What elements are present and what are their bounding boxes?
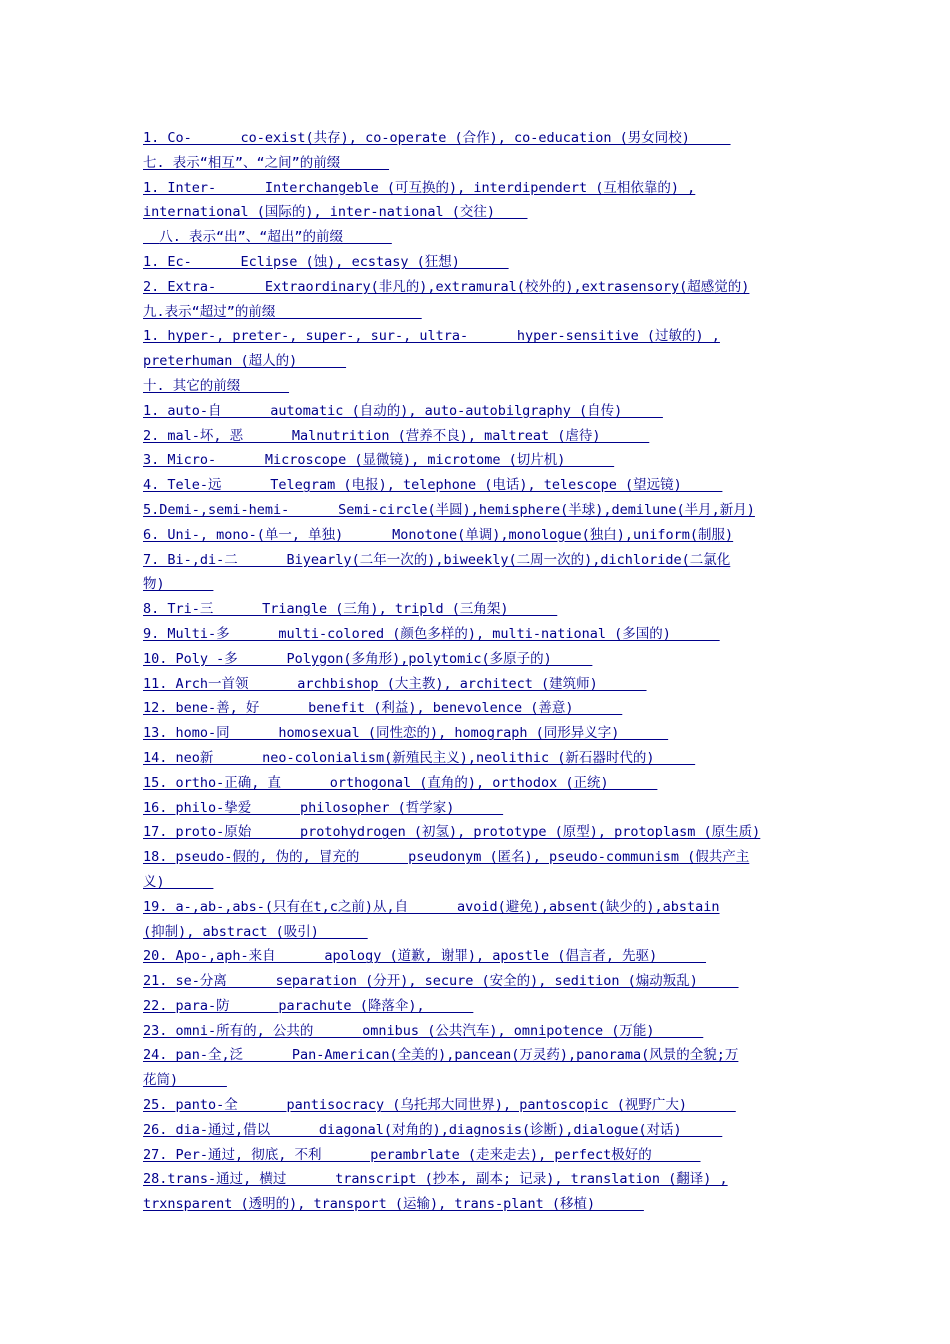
text-line-23 (143, 672, 808, 697)
line-text: international (国际的), inter-national (交往) (143, 204, 528, 221)
text-line-31 (143, 870, 808, 895)
line-text: preterhuman (超人的) (143, 353, 347, 370)
text-line-18 (143, 548, 808, 573)
line-text: (抑制), abstract (吸引) (143, 923, 368, 940)
text-line-40 (143, 1093, 808, 1118)
line-text: 28.trans-通过, 横过 transcript (抄本, 副本; 记录), translation (翻译) , (143, 1171, 728, 1188)
text-line-24 (143, 696, 808, 721)
text-line-10 (143, 349, 808, 374)
line-text: 8. Tri-三 Triangle (三角), tripld (三角架) (143, 601, 558, 618)
text-line-20 (143, 597, 808, 622)
line-text: 物) (143, 576, 214, 593)
text-line-19 (143, 572, 808, 597)
line-text: 1. auto-自 automatic (自动的), auto-autobilgraphy (自传) (143, 402, 663, 419)
line-text: 七. 表示“相互”、“之间”的前缀 (143, 154, 390, 171)
line-text: 2. mal-坏, 恶 Malnutrition (营养不良), maltreat (虐待) (143, 427, 650, 444)
text-line-29 (143, 820, 808, 845)
text-line-12 (143, 399, 808, 424)
text-line-43 (143, 1167, 808, 1192)
text-line-17 (143, 523, 808, 548)
text-line-27 (143, 771, 808, 796)
line-text: 21. se-分离 separation (分开), secure (安全的), sedition (煽动叛乱) (143, 973, 739, 990)
line-text: 1. Co- co-exist(共存), co-operate (合作), co-education (男女同校) (143, 130, 731, 146)
text-line-41 (143, 1118, 808, 1143)
text-line-44 (143, 1192, 808, 1217)
line-text: 13. homo-同 homosexual (同性恋的), homograph (同形异义字) (143, 725, 669, 742)
text-line-1 (143, 126, 808, 151)
line-text: 1. Ec- Eclipse (蚀), ecstasy (狂想) (143, 253, 509, 270)
line-text: trxnsparent (透明的), transport (运输), trans-plant (移植) (143, 1196, 644, 1213)
line-text: 9. Multi-多 multi-colored (颜色多样的), multi-national (多国的) (143, 625, 720, 642)
text-line-25 (143, 721, 808, 746)
line-text: 19. a-,ab-,abs-(只有在t,c之前)从,自 avoid(避免),absent(缺少的),abstain (143, 898, 720, 915)
text-line-9 (143, 324, 808, 349)
line-text: 1. hyper-, preter-, super-, sur-, ultra- hyper-sensitive (过敏的) , (143, 328, 720, 345)
text-line-6 (143, 250, 808, 275)
section-heading-10 (143, 374, 808, 399)
text-line-26 (143, 746, 808, 771)
text-line-3 (143, 176, 808, 201)
text-line-13 (143, 424, 808, 449)
line-text: 17. proto-原始 protohydrogen (初氢), prototype (原型), protoplasm (原生质) (143, 824, 761, 841)
line-text: 16. philo-挚爱 philosopher (哲学家) (143, 799, 504, 816)
text-line-35 (143, 969, 808, 994)
line-text: 26. dia-通过,借以 diagonal(对角的),diagnosis(诊断),dialogue(对话) (143, 1121, 723, 1138)
line-text: 6. Uni-, mono-(单一, 单独) Monotone(单调),monologue(独白),uniform(制服) (143, 526, 734, 543)
line-text: 十. 其它的前缀 (143, 377, 290, 394)
text-line-37 (143, 1019, 808, 1044)
text-line-21 (143, 622, 808, 647)
text-line-30 (143, 845, 808, 870)
text-line-16 (143, 498, 808, 523)
line-text: 20. Apo-,aph-来自 apology (道歉, 谢罪), apostle (倡言者, 先驱) (143, 948, 707, 965)
text-line-42 (143, 1143, 808, 1168)
line-text: 27. Per-通过, 彻底, 不利 perambrlate (走来走去), perfect极好的 (143, 1146, 701, 1163)
text-line-39 (143, 1068, 808, 1093)
text-line-4 (143, 200, 808, 225)
line-text: 25. panto-全 pantisocracy (乌托邦大同世界), pantoscopic (视野广大) (143, 1097, 736, 1114)
line-text: 11. Arch一首领 archbishop (大主教), architect (建筑师) (143, 675, 647, 692)
line-text: 义) (143, 873, 214, 890)
text-line-38 (143, 1043, 808, 1068)
line-text: 18. pseudo-假的, 伪的, 冒充的 pseudonym (匿名), pseudo-communism (假共产主 (143, 849, 750, 866)
line-text: 5.Demi-,semi-hemi- Semi-circle(半圆),hemisphere(半球),demilune(半月,新月) (143, 501, 755, 518)
section-heading-9 (143, 300, 808, 325)
section-heading-8 (143, 225, 808, 250)
line-text: 花筒) (143, 1072, 227, 1089)
text-line-36 (143, 994, 808, 1019)
line-text: 15. ortho-正确, 直 orthogonal (直角的), orthodox (正统) (143, 774, 658, 791)
line-text: 1. Inter- Interchangeble (可互换的), interdipendert (互相依靠的) , (143, 179, 696, 196)
line-text: 八. 表示“出”、“超出”的前缀 (143, 229, 392, 246)
text-line-33 (143, 920, 808, 945)
text-line-22 (143, 647, 808, 672)
text-line-7 (143, 275, 808, 300)
line-text: 22. para-防 parachute (降落伞), (143, 997, 474, 1014)
line-text: 10. Poly -多 Polygon(多角形),polytomic(多原子的) (143, 650, 593, 667)
section-heading-7 (143, 151, 808, 176)
line-text: 23. omni-所有的, 公共的 omnibus (公共汽车), omnipotence (万能) (143, 1022, 704, 1039)
text-line-32 (143, 895, 808, 920)
line-text: 4. Tele-远 Telegram (电报), telephone (电话), telescope (望远镜) (143, 477, 723, 494)
text-line-34 (143, 944, 808, 969)
text-line-28 (143, 796, 808, 821)
line-text: 24. pan-全,泛 Pan-American(全美的),pancean(万灵药),panorama(风景的全貌;万 (143, 1047, 739, 1064)
text-line-15 (143, 473, 808, 498)
line-text: 14. neo新 neo-colonialism(新殖民主义),neolithic (新石器时代的) (143, 749, 696, 766)
line-text: 3. Micro- Microscope (显微镜), microtome (切片机) (143, 452, 615, 469)
line-text: 2. Extra- Extraordinary(非凡的),extramural(校外的),extrasensory(超感觉的) (143, 278, 750, 295)
line-text: 12. bene-善, 好 benefit (利益), benevolence (善意) (143, 700, 623, 717)
document-page (143, 126, 808, 1217)
line-text: 7. Bi-,di-二 Biyearly(二年一次的),biweekly(二周一次的),dichloride(二氯化 (143, 551, 731, 568)
line-text: 九.表示“超过”的前缀 (143, 303, 422, 320)
text-line-14 (143, 448, 808, 473)
